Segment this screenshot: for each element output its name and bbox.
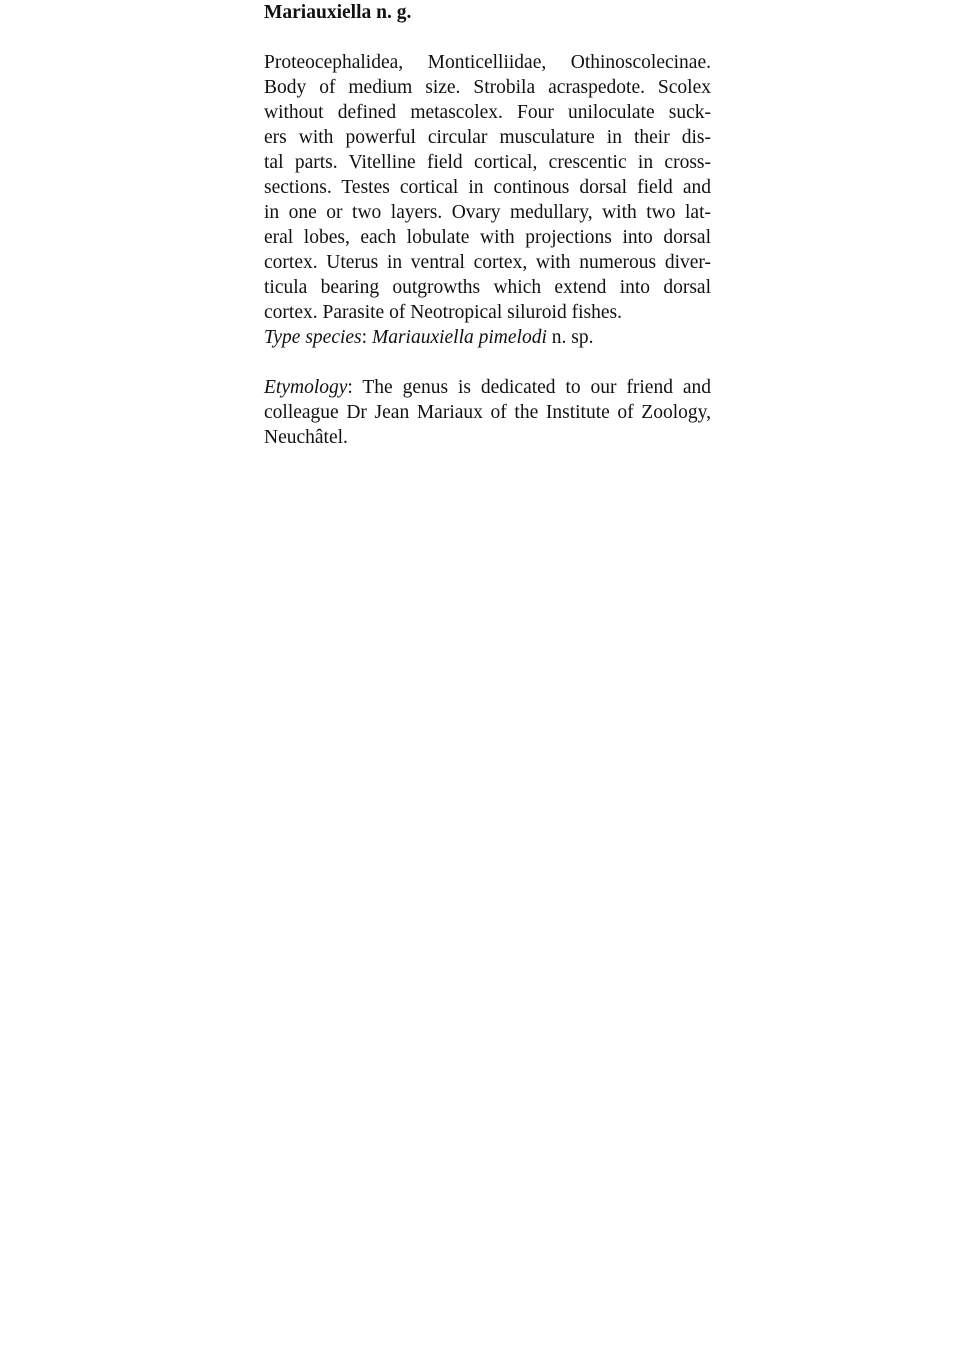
diagnosis-line: sections. Testes cortical in continous dorsal field and <box>264 177 711 198</box>
diagnosis-line: without defined metascolex. Four uniloculate suck- <box>264 102 711 123</box>
etymology-colon: : <box>347 377 353 398</box>
etymology-line <box>264 375 711 400</box>
diagnosis-line: tal parts. Vitelline field cortical, crescentic in cross- <box>264 152 711 173</box>
etymology-text: The genus is dedicated to our friend and <box>362 377 711 398</box>
diagnosis-line: Proteocephalidea, Monticelliidae, Othinoscolecinae. <box>264 52 711 73</box>
etymology-paragraph <box>264 375 711 450</box>
type-species-suffix: n. sp. <box>551 327 594 348</box>
diagnosis-line: in one or two layers. Ovary medullary, with two lat- <box>264 202 711 223</box>
etymology-line: colleague Dr Jean Mariaux of the Institute of Zoology, <box>264 402 711 423</box>
spacer <box>264 25 711 50</box>
text-column <box>264 0 711 450</box>
etymology-line: Neuchâtel. <box>264 427 348 448</box>
genus-heading <box>264 0 711 25</box>
spacer <box>264 350 711 375</box>
type-species-name: Mariauxiella pimelodi <box>371 327 547 348</box>
type-species-line <box>264 325 711 350</box>
type-species-label: Type species <box>264 327 362 348</box>
diagnosis-line: eral lobes, each lobulate with projections into dorsal <box>264 227 711 248</box>
genus-suffix: n. g. <box>376 2 412 23</box>
diagnosis-line: cortex. Parasite of Neotropical siluroid fishes. <box>264 302 622 323</box>
diagnosis-line: cortex. Uterus in ventral cortex, with numerous diver- <box>264 252 711 273</box>
type-species-colon: : <box>361 327 368 348</box>
etymology-label: Etymology <box>264 377 348 398</box>
diagnosis-paragraph <box>264 50 711 350</box>
diagnosis-line: ers with powerful circular musculature in their dis- <box>264 127 711 148</box>
genus-name: Mariauxiella <box>264 2 372 23</box>
diagnosis-line: ticula bearing outgrowths which extend into dorsal <box>264 277 711 298</box>
diagnosis-line: Body of medium size. Strobila acraspedote. Scolex <box>264 77 711 98</box>
